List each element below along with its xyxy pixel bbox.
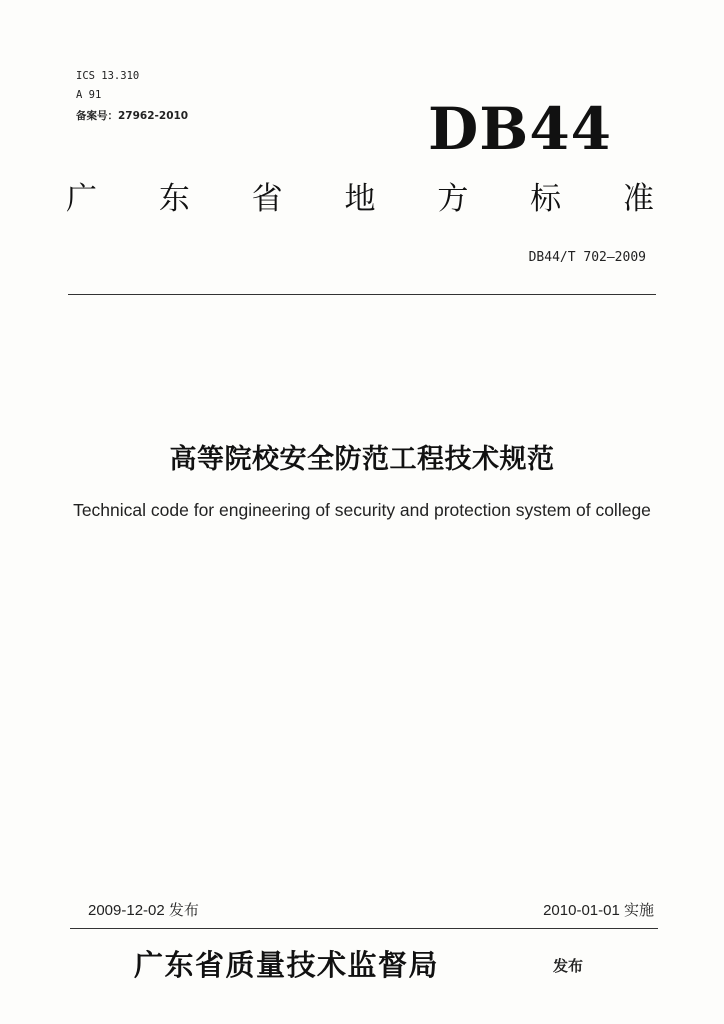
- standard-type-heading: [66, 181, 654, 224]
- standard-type-char: 广: [66, 181, 97, 217]
- effective-date: 2010-01-01 实施: [543, 902, 654, 919]
- standard-type-char: 东: [158, 181, 190, 217]
- category-code: A 91: [76, 89, 102, 101]
- publish-date: 2009-12-02 发布: [88, 902, 199, 919]
- db-code: DB44: [428, 95, 613, 163]
- ics-code: ICS 13.310: [76, 70, 140, 82]
- title-english: Technical code for engineering of security and protection system of college: [73, 500, 651, 520]
- standard-type-char: 地: [344, 181, 376, 217]
- issuing-authority: 广东省质量技术监督局: [134, 948, 440, 982]
- standard-type-char: 方: [437, 181, 469, 217]
- filing-number: [76, 108, 188, 123]
- top-divider: [68, 294, 656, 295]
- standard-type-char: 标: [530, 181, 562, 217]
- filing-label: 备案号：: [76, 110, 118, 122]
- standard-type-char: 准: [622, 181, 654, 217]
- standard-number: DB44/T 702—2009: [528, 250, 646, 265]
- bottom-divider: [70, 928, 658, 929]
- filing-value: 27962-2010: [118, 110, 189, 122]
- issue-label: 发布: [553, 957, 584, 975]
- title-chinese: 高等院校安全防范工程技术规范: [169, 444, 555, 475]
- standard-type-char: 省: [251, 181, 283, 217]
